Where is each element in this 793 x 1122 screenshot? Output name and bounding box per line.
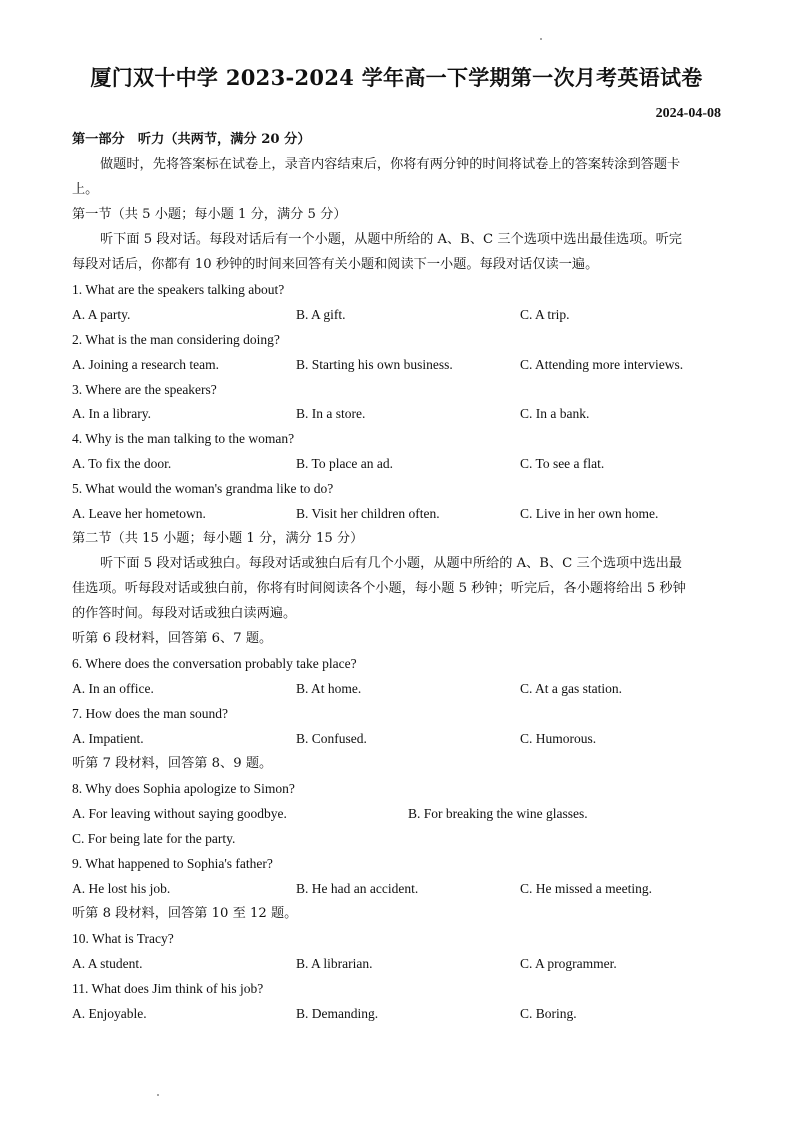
question-10-option-b: B. A librarian.	[296, 956, 373, 971]
question-2-option-b: B. Starting his own business.	[296, 357, 453, 372]
question-2-stem: 2. What is the man considering doing?	[72, 332, 280, 347]
question-3-option-c: C. In a bank.	[520, 406, 590, 421]
question-10-option-a: A. A student.	[72, 956, 143, 971]
question-6-stem: 6. Where does the conversation probably take place?	[72, 656, 357, 671]
question-2-option-c: C. Attending more interviews.	[520, 357, 684, 372]
question-8-option-c: C. For being late for the party.	[72, 831, 236, 846]
question-4-option-a: A. To fix the door.	[72, 456, 172, 471]
question-5-option-b: B. Visit her children often.	[296, 506, 440, 521]
question-4-stem: 4. Why is the man talking to the woman?	[72, 431, 295, 446]
part1-intro-line1: 做题时，先将答案标在试卷上，录音内容结束后，你将有两分钟的时间将试卷上的答案转涂到答题卡	[100, 157, 681, 172]
material-8-instruction: 听第 8 段材料，回答第 10 至 12 题。	[72, 906, 298, 921]
part1-intro-line2: 上。	[72, 182, 99, 197]
question-8-stem: 8. Why does Sophia apologize to Simon?	[72, 781, 295, 796]
material-7-instruction: 听第 7 段材料，回答第 8、9 题。	[72, 756, 273, 771]
question-1-option-b: B. A gift.	[296, 307, 346, 322]
question-9-option-a: A. He lost his job.	[72, 881, 171, 896]
section1-instruction-line1: 听下面 5 段对话。每段对话后有一个小题，从题中所给的 A、B、C 三个选项中选出最佳选项。听完	[100, 232, 682, 247]
question-1-option-c: C. A trip.	[520, 307, 570, 322]
scan-speck-top	[540, 38, 542, 40]
question-5-stem: 5. What would the woman's grandma like to do?	[72, 481, 334, 496]
question-5-option-c: C. Live in her own home.	[520, 506, 659, 521]
question-9-stem: 9. What happened to Sophia's father?	[72, 856, 273, 871]
question-7-option-b: B. Confused.	[296, 731, 367, 746]
page-title: 厦门双十中学 2023-2024 学年高一下学期第一次月考英语试卷	[90, 65, 703, 90]
question-9-option-c: C. He missed a meeting.	[520, 881, 652, 896]
section2-heading: 第二节（共 15 小题；每小题 1 分，满分 15 分）	[72, 531, 364, 546]
question-4-option-c: C. To see a flat.	[520, 456, 605, 471]
part1-heading: 第一部分 听力（共两节，满分 20 分）	[72, 132, 311, 147]
question-6-option-a: A. In an office.	[72, 681, 154, 696]
question-11-option-a: A. Enjoyable.	[72, 1006, 147, 1021]
question-3-option-b: B. In a store.	[296, 406, 366, 421]
question-8-option-a: A. For leaving without saying goodbye.	[72, 806, 287, 821]
section1-instruction-line2: 每段对话后，你都有 10 秒钟的时间来回答有关小题和阅读下一小题。每段对话仅读一遍。	[72, 257, 599, 272]
question-11-stem: 11. What does Jim think of his job?	[72, 981, 264, 996]
question-2-option-a: A. Joining a research team.	[72, 357, 219, 372]
section1-heading: 第一节（共 5 小题；每小题 1 分，满分 5 分）	[72, 207, 347, 222]
scan-speck-bottom	[157, 1094, 159, 1096]
question-6-option-c: C. At a gas station.	[520, 681, 622, 696]
section2-instruction-line1: 听下面 5 段对话或独白。每段对话或独白后有几个小题，从题中所给的 A、B、C 三个选项中选出最	[100, 556, 682, 571]
question-11-option-b: B. Demanding.	[296, 1006, 379, 1021]
question-10-option-c: C. A programmer.	[520, 956, 617, 971]
question-7-stem: 7. How does the man sound?	[72, 706, 228, 721]
question-11-option-c: C. Boring.	[520, 1006, 577, 1021]
question-8-option-b: B. For breaking the wine glasses.	[408, 806, 588, 821]
question-6-option-b: B. At home.	[296, 681, 362, 696]
question-1-stem: 1. What are the speakers talking about?	[72, 282, 285, 297]
section2-instruction-line3: 的作答时间。每段对话或独白读两遍。	[72, 606, 297, 621]
question-3-option-a: A. In a library.	[72, 406, 151, 421]
question-7-option-a: A. Impatient.	[72, 731, 144, 746]
question-9-option-b: B. He had an accident.	[296, 881, 419, 896]
question-1-option-a: A. A party.	[72, 307, 131, 322]
section2-instruction-line2: 佳选项。听每段对话或独白前，你将有时间阅读各个小题，每小题 5 秒钟；听完后，各小题将给出 5 秒钟	[72, 581, 686, 596]
question-7-option-c: C. Humorous.	[520, 731, 597, 746]
question-4-option-b: B. To place an ad.	[296, 456, 394, 471]
exam-date: 2024-04-08	[655, 106, 721, 121]
question-3-stem: 3. Where are the speakers?	[72, 382, 217, 397]
question-5-option-a: A. Leave her hometown.	[72, 506, 206, 521]
question-10-stem: 10. What is Tracy?	[72, 931, 174, 946]
material-6-instruction: 听第 6 段材料，回答第 6、7 题。	[72, 631, 273, 646]
